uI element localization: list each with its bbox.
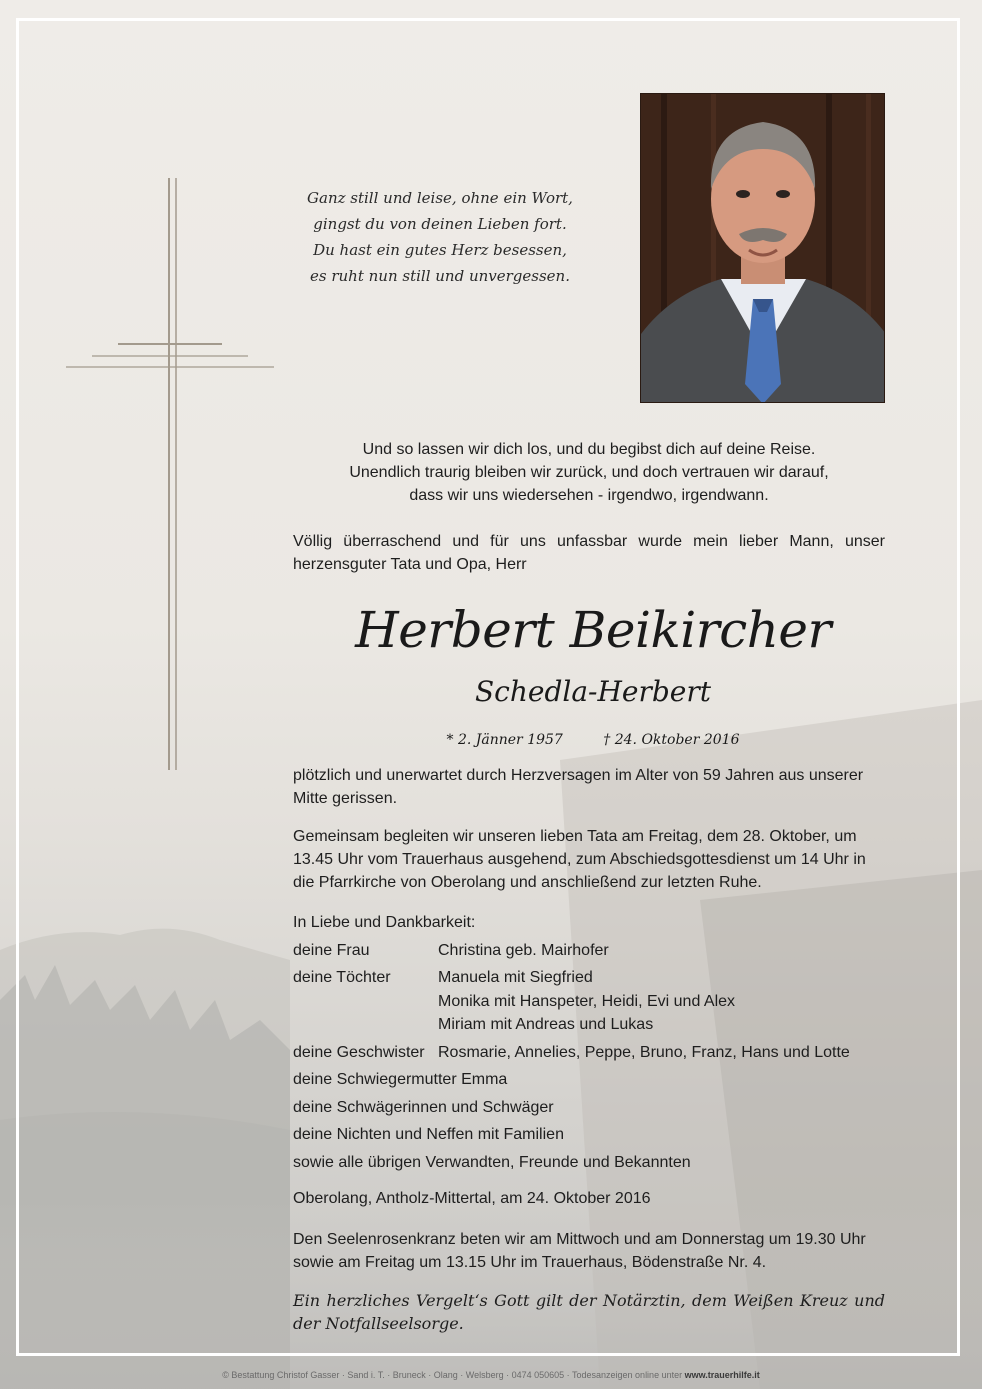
family-name: Miriam mit Andreas und Lukas: [438, 1016, 654, 1033]
birth-date: * 2. Jänner 1957: [446, 732, 563, 748]
family-name: Manuela mit Siegfried: [438, 969, 593, 986]
cause-text: plötzlich und unerwartet durch Herzversagen im Alter von 59 Jahren aus unserer Mitte gerissen.: [293, 767, 864, 807]
family-row: [293, 966, 885, 1037]
family-names: [438, 939, 609, 963]
intro-text: Völlig überraschend und für uns unfassbar wurde mein lieber Mann, unser herzensguter Tata und Opa, Herr: [293, 533, 885, 573]
rosary-text: Den Seelenrosenkranz beten wir am Mittwoch und am Donnerstag um 19.30 Uhr sowie am Freitag um 13.15 Uhr im Trauerhaus, Bödenstraße Nr. 4.: [293, 1231, 866, 1271]
family-name: Monika mit Hanspeter, Heidi, Evi und Alex: [438, 992, 736, 1010]
poem-line: gingst du von deinen Lieben fort.: [313, 215, 567, 233]
family-heading: In Liebe und Dankbarkeit:: [293, 914, 476, 931]
deceased-name: Herbert Beikircher: [355, 601, 831, 659]
family-row: [293, 1041, 885, 1065]
poem-line: Ganz still und leise, ohne ein Wort,: [307, 189, 573, 207]
funeral-text: Gemeinsam begleiten wir unseren lieben Tata am Freitag, dem 28. Oktober, um 13.45 Uhr vom Trauerhaus ausgehend, zum Abschiedsgottesdienst um 14 Uhr in die Pfarrkirche von Oberolang und anschließend zur letzten Ruhe.: [293, 828, 866, 891]
deceased-nickname: Schedla-Herbert: [474, 675, 711, 708]
verse-line: dass wir uns wiedersehen - irgendwo, irgendwann.: [409, 487, 769, 504]
poem: [290, 185, 590, 289]
poem-line: es ruht nun still und unvergessen.: [310, 267, 570, 285]
family-other: deine Schwiegermutter Emma: [293, 1071, 508, 1088]
portrait-photo: [640, 93, 885, 403]
footer: [0, 1370, 982, 1380]
family-other: sowie alle übrigen Verwandten, Freunde und Bekannten: [293, 1153, 691, 1171]
verse-line: Unendlich traurig bleiben wir zurück, und doch vertrauen wir darauf,: [349, 464, 829, 481]
family-name: Christina geb. Mairhofer: [438, 941, 609, 959]
family-names: [438, 1041, 850, 1065]
death-date: † 24. Oktober 2016: [603, 732, 740, 748]
life-dates: [293, 730, 893, 750]
footer-link[interactable]: www.trauerhilfe.it: [684, 1370, 760, 1380]
thanks-text: Ein herzliches Vergelt‘s Gott gilt der Notärztin, dem Weißen Kreuz und der Notfallseelsorge.: [293, 1291, 885, 1333]
footer-text: © Bestattung Christof Gasser · Sand i. T. · Bruneck · Olang · Welsberg · 0474 050605 · Todesanzeigen online unter: [222, 1370, 683, 1380]
family-relation: deine Geschwister: [293, 1043, 425, 1061]
poem-line: Du hast ein gutes Herz besessen,: [313, 241, 567, 259]
family-other: deine Schwägerinnen und Schwäger: [293, 1098, 554, 1116]
family-other: deine Nichten und Neffen mit Familien: [293, 1126, 564, 1143]
verse: [293, 438, 885, 507]
family-row: [293, 939, 885, 963]
place-date: Oberolang, Antholz-Mittertal, am 24. Oktober 2016: [293, 1190, 651, 1207]
verse-line: Und so lassen wir dich los, und du begibst dich auf deine Reise.: [362, 441, 816, 458]
family-relation: deine Töchter: [293, 969, 391, 986]
family-names: [438, 966, 735, 1037]
family-relation: deine Frau: [293, 941, 370, 959]
family-list: [293, 911, 885, 1174]
family-name: Rosmarie, Annelies, Peppe, Bruno, Franz, Hans und Lotte: [438, 1043, 850, 1061]
